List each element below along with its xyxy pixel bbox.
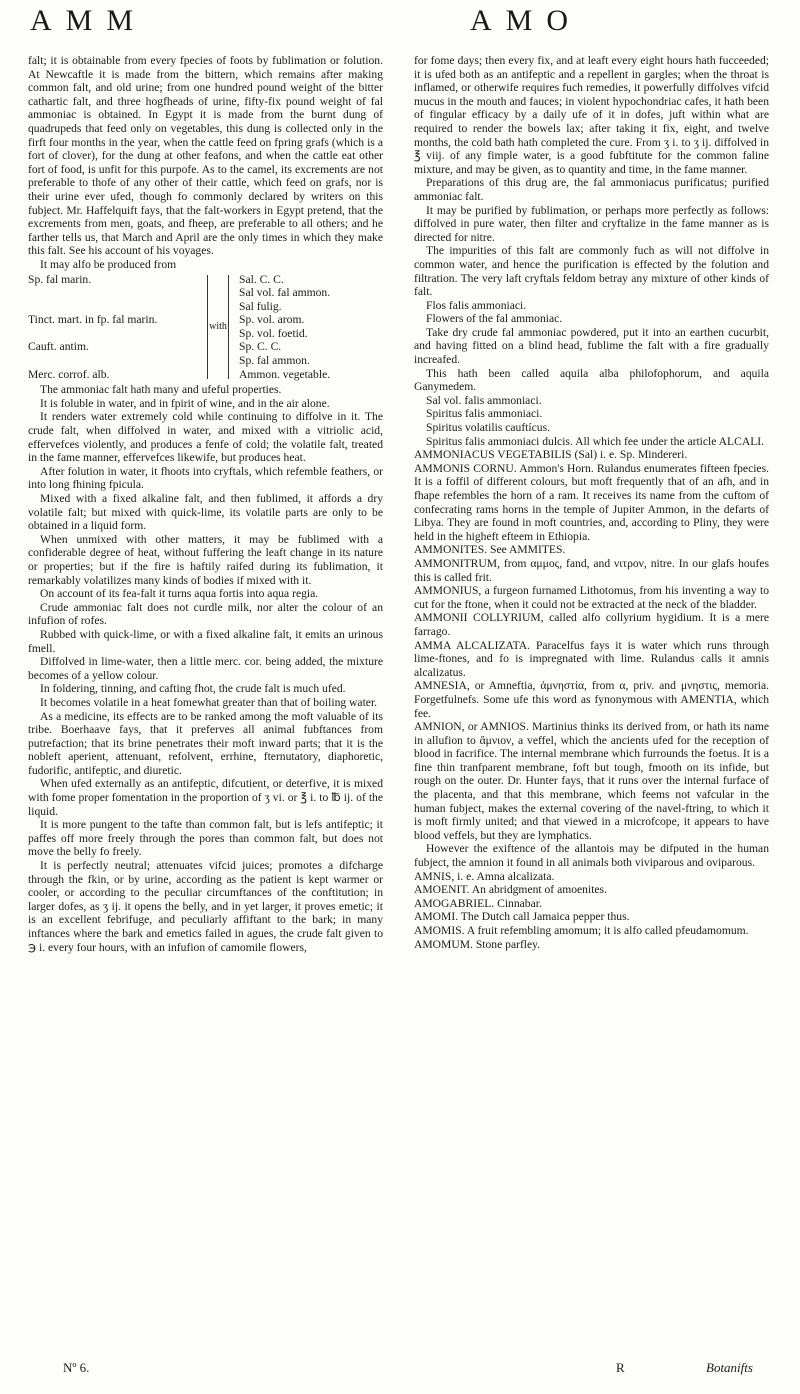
paragraph: The impurities of this falt are commonly fuch as will not diffolve in common water, and hence the purification is effected by the folution and filtration. The very laft cryftals feldom betray any mixture of other kinds of falt. <box>414 244 769 299</box>
table-cell: Sp. vol. foetid. <box>239 326 308 340</box>
paragraph: It is perfectly neutral; attenuates vifcid juices; promotes a difcharge through the fkin, or by urine, according as the patient is kept warmer or cooler, or according to the peculiar circumftances of the conftitution; in larger dofes, as ʒ ij. it opens the belly, and in yet larger, it proves emetic; it is an excellent febrifuge, and peculiarly affiftant to the bark; in many inftances where the bark and emetics failed in agues, the crude falt given to ℈ i. every four hours, with an infufion of camomile flowers, <box>28 859 383 954</box>
table-cell: Sp. C. C. <box>239 340 282 354</box>
dictionary-entry: AMMONII COLLYRIUM, called alfo collyrium hygidium. It is a mere farrago. <box>414 611 769 638</box>
running-head-right: AMO <box>470 4 583 37</box>
left-column <box>28 54 383 954</box>
paragraph: On account of its fea-falt it turns aqua fortis into aqua regia. <box>40 587 319 601</box>
paragraph: falt; it is obtainable from every fpecies of foots by fublimation or folution. At Newcaftle it is made from the bittern, which remains after making common falt, and old urine; from one hundred pound weight of the bitter cathartic falt, and three hogfheads of urine, fifty-fix pound weight of fal ammoniac is obtained. In Egypt it is made from the burnt dung of quadrupeds that feed only on vegetables, this dung is collected only in the firft four months in the year, when the cattle feed on fpring grafs (which is a fort of clover), for the dung at other feafons, and when the cattle eat other fort of food, is unfit for this purpofe. As to the camel, its excrements are not preferable to thofe of any other of their cattle, which feed on grafs, nor is their urine ever ufed, though fo commonly declared by writers on this fubject. Mr. Haffelquift fays, that the falt-workers in Egypt pretend, that the excrements from men, goats, and fheep, are preferable to all others; and he farther tells us, that March and April are the only times in which they make this falt. See his account of his voyages. <box>28 54 383 258</box>
paragraph: It renders water extremely cold while continuing to diffolve in it. The crude falt, when diffolved in water, and mixed with a vitriolic acid, effervefces violently, and produces a fenfe of cold; the volatile falt, treated in the fame manner, effervefces likewife, but produces heat. <box>28 410 383 465</box>
dictionary-entry: AMMONIACUS VEGETABILIS (Sal) i. e. Sp. Mindereri. <box>414 448 688 462</box>
paragraph: Crude ammoniac falt does not curdle milk, nor alter the colour of an infufion of rofes. <box>28 600 383 628</box>
dictionary-entry: AMMONITES. See AMMITES. <box>414 543 566 557</box>
paragraph: Spiritus falis ammoniaci dulcis. All which fee under the article ALCALI. <box>426 434 765 448</box>
preparation-table <box>28 273 383 382</box>
table-cell: Cauft. antim. <box>28 340 89 354</box>
table-cell: Sp. fal marin. <box>28 272 92 286</box>
table-cell: Sp. fal ammon. <box>239 354 310 368</box>
table-cell <box>28 286 203 300</box>
paragraph: When unmixed with other matters, it may be fublimed with a confiderable degree of heat, without fuffering the leaft change in its nature or properties; but if the fire is haftily raifed during its fublimation, it remarkably volatilizes many kinds of bodies if mixed with it. <box>28 532 383 587</box>
dictionary-entry: AMMONIS CORNU. Ammon's Horn. Rulandus enumerates fifteen fpecies. It is a foffil of different colours, but moft frequently that of an afh, and in fhape refembles the horn of a ram. It receives its name from the cuftom of confecrating rams horns in the temple of Jupiter Ammon, in the defarts of Libya. They are found in moft countries, and, according to Pliny, they were held in the higheft efteem in Ethiopia. <box>414 461 769 543</box>
paragraph: for fome days; then every fix, and at leaft every eight hours hath fucceeded; it is ufed both as an antifeptic and a repellent in gargles; when the throat is inflamed, or otherwife requires fuch remedies, it powerfully diffolves vifcid mucus in the mouth and fauces; in violent hypochondriac cafes, it hath been of fingular efficacy by a daily ufe of it in dofes, juft within what are required to render the bowels lax; after taking it fix, eight, and twelve months, the cold bath hath completed the cure. From ʒ i. to ʒ ij. diffolved in ℥ viij. of any fimple water, is a good fubftitute for the common faline mixture, and may be given, as to quantity and time, in the fame manner. <box>414 54 769 176</box>
table-right-column <box>233 273 383 382</box>
paragraph: Preparations of this drug are, the fal ammoniacus purificatus; purified ammoniac falt. <box>414 176 769 203</box>
table-cell: Sal. C. C. <box>239 272 284 286</box>
paragraph: It may be purified by fublimation, or perhaps more perfectly as follows: diffolved in pure water, then filter and cryftalize in the fame manner as is directed for nitre. <box>414 203 769 244</box>
dictionary-entry: AMMONIUS, a furgeon furnamed Lithotomus, from his inventing a way to cut for the ftone, when it could not be extracted at the neck of the bladder. <box>414 584 769 611</box>
dictionary-entry: AMOGABRIEL. Cinnabar. <box>414 896 542 910</box>
paragraph: Flowers of the fal ammoniac. <box>426 312 563 326</box>
table-left-column <box>28 273 203 382</box>
paragraph: Rubbed with quick-lime, or with a fixed alkaline falt, it emits an urinous fmell. <box>28 627 383 655</box>
table-cell <box>28 300 203 314</box>
paragraph: Diffolved in lime-water, then a little merc. cor. being added, the mixture becomes of a yellow colour. <box>28 655 383 682</box>
dictionary-entry: AMNESIA, or Amneftia, ἀμνηστία, from α, priv. and μνηστις, memoria. Forgetfulnefs. Some ufe this word as fynonymous with AMENTIA, which fee. <box>414 679 769 720</box>
dictionary-entry: AMNION, or AMNIOS. Martinius thinks its derived from, or hath its name in allufion to ἄμνιον, a veffel, which the ancients ufed for the reception of blood in facrifice. The internal membrane which furrounds the foetus. It is a fine thin tranfparent membrane, foft but tough, fmooth on its infide, but rough on the outer. Dr. Hunter fays, that it runs over the internal furface of the placenta, and that this membrane, which feems not vafcular in the human fubject, makes the external covering of the navel-ftring, to which it is moft firmly united; and that viewed in a microfcope, it appears to have blood veffels, but they are lymphatics. <box>414 720 769 842</box>
right-column <box>414 54 769 951</box>
signature-number: Nº 6. <box>63 1360 90 1375</box>
dictionary-entry: AMMA ALCALIZATA. Paracelfus fays it is water which runs through lime-ftones, and fo is impregnated with lime. Rulandus calls it amnis alcalizatus. <box>414 638 769 679</box>
paragraph: This hath been called aquila alba philofophorum, and aquila Ganymedem. <box>414 366 769 394</box>
paragraph: Flos falis ammoniaci. <box>426 298 527 312</box>
paragraph: In foldering, tinning, and cafting fhot, the crude falt is much ufed. <box>40 682 346 696</box>
dictionary-entry: AMNIS, i. e. Amna alcalizata. <box>414 869 555 883</box>
table-cell: Merc. corrof. alb. <box>28 367 110 381</box>
table-cell <box>28 327 203 341</box>
paragraph: It may alfo be produced from <box>40 257 177 271</box>
table-cell: Sp. vol. arom. <box>239 313 305 327</box>
paragraph: When ufed externally as an antifeptic, difcutient, or deterfive, it is mixed with fome proper fomentation in the proportion of ʒ vi. or ℥ i. to ℔ ij. of the liquid. <box>28 777 383 818</box>
dictionary-entry: AMOENIT. An abridgment of amoenites. <box>414 883 607 897</box>
brace-label: with <box>209 321 227 333</box>
paragraph: It is foluble in water, and in fpirit of wine, and in the air alone. <box>40 396 330 410</box>
paragraph: Mixed with a fixed alkaline falt, and then fublimed, it affords a dry volatile falt; but mixed with quick-lime, its volatile parts are only to be obtained in a liquid form. <box>28 492 383 533</box>
paragraph: Spiritus volatilis cauftícus. <box>426 421 550 435</box>
table-cell: Ammon. vegetable. <box>239 367 331 381</box>
dictionary-entry: AMOMI. The Dutch call Jamaica pepper thus. <box>414 910 630 924</box>
paragraph: Take dry crude fal ammoniac powdered, put it into an earthen cucurbit, and having fitted on a blind head, fublime the falt with a fire gradually increafed. <box>414 325 769 367</box>
brace-with <box>203 273 233 382</box>
table-cell <box>28 354 203 368</box>
paragraph: It is more pungent to the tafte than common falt, but is lefs antifeptic; it paffes off more freely through the pores than common falt, but does not move the belly fo freely. <box>28 818 383 859</box>
signature-mark: R <box>616 1360 625 1375</box>
paragraph: After folution in water, it fhoots into cryftals, which refemble feathers, or into long fhining fpicula. <box>28 464 383 492</box>
paragraph: It becomes volatile in a heat fomewhat greater than that of boiling water. <box>40 695 378 709</box>
paragraph: The ammoniac falt hath many and ufeful properties. <box>40 383 282 397</box>
table-cell: Sal vol. fal ammon. <box>239 286 331 300</box>
paragraph: Sal vol. falis ammoniaci. <box>426 393 542 407</box>
dictionary-entry: AMMONITRUM, from αμμος, fand, and νιτρον, nitre. In our glafs houfes this is called frit. <box>414 556 769 584</box>
table-cell: Tinct. mart. in fp. fal marin. <box>28 313 158 327</box>
paragraph: However the exiftence of the allantois may be difputed in the human fubject, the amnion it found in all animals both viviparous and oviparous. <box>414 842 769 870</box>
paragraph: As a medicine, its effects are to be ranked among the moft valuable of its tribe. Boerhaave fays, that it preferves all animal fubftances from putrefaction; that its brine penetrates their moft inward parts; that it is the nobleft aperient, attenuant, refolvent, errhine, fternutatory, diaphoretic, fudorific, antifeptic, and diuretic. <box>28 709 383 777</box>
dictionary-entry: AMOMIS. A fruit refembling amomum; it is alfo called pfeudamomum. <box>414 924 749 937</box>
table-cell: Sal fulig. <box>239 299 282 313</box>
running-head-left: AMM <box>30 4 148 37</box>
dictionary-entry: AMOMUM. Stone parfley. <box>414 937 541 951</box>
paragraph: Spiritus falis ammoniaci. <box>426 407 543 421</box>
catchword: Botanifts <box>706 1360 753 1375</box>
